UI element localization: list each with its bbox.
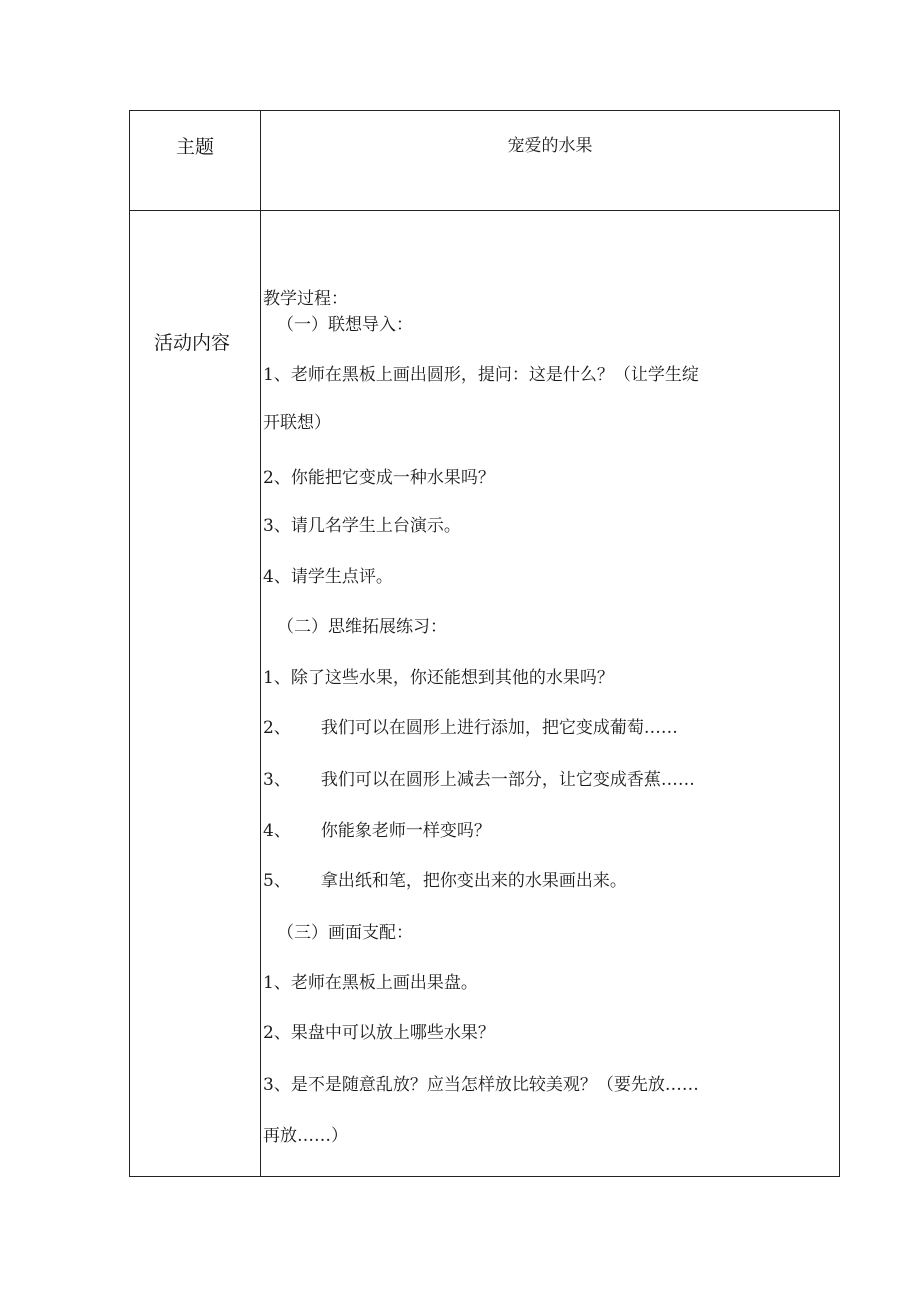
item-text: 你能象老师一样变吗？	[320, 821, 491, 841]
lesson-table	[129, 110, 840, 1177]
item-number: 2、	[263, 718, 291, 738]
list-item: 2、果盘中可以放上哪些水果？	[263, 1023, 495, 1043]
item-number: 4、	[263, 821, 291, 841]
list-item	[263, 871, 627, 891]
list-item: 3、是不是随意乱放？应当怎样放比较美观？（要先放……	[263, 1075, 699, 1095]
section-2-title: （二）思维拓展练习：	[277, 617, 447, 637]
theme-value: 宠爱的水果	[507, 136, 593, 156]
section-3-title: （三）画面支配：	[277, 923, 413, 943]
item-text: 拿出纸和笔，把你变出来的水果画出来。	[320, 871, 627, 891]
section-1-title: （一）联想导入：	[277, 315, 413, 335]
theme-label: 主题	[176, 136, 215, 158]
list-item	[263, 821, 491, 841]
list-item: 2、你能把它变成一种水果吗？	[263, 468, 495, 488]
list-item	[263, 770, 695, 790]
item-number: 5、	[263, 871, 291, 891]
list-item: 再放……）	[263, 1126, 348, 1146]
item-number: 3、	[263, 770, 291, 790]
activity-label: 活动内容	[154, 332, 231, 354]
row-divider	[130, 210, 839, 211]
content-heading: 教学过程：	[263, 289, 348, 309]
list-item: 1、老师在黑板上画出圆形，提问：这是什么？（让学生绽	[263, 365, 699, 385]
list-item	[263, 718, 678, 738]
list-item: 4、请学生点评。	[263, 567, 393, 587]
item-text: 我们可以在圆形上进行添加，把它变成葡萄……	[320, 718, 678, 738]
list-item: 1、老师在黑板上画出果盘。	[263, 973, 478, 993]
list-item: 1、除了这些水果，你还能想到其他的水果吗？	[263, 668, 614, 688]
list-item: 开联想）	[263, 413, 331, 433]
column-divider	[260, 111, 261, 1176]
list-item: 3、请几名学生上台演示。	[263, 516, 461, 536]
item-text: 我们可以在圆形上减去一部分，让它变成香蕉……	[320, 770, 695, 790]
